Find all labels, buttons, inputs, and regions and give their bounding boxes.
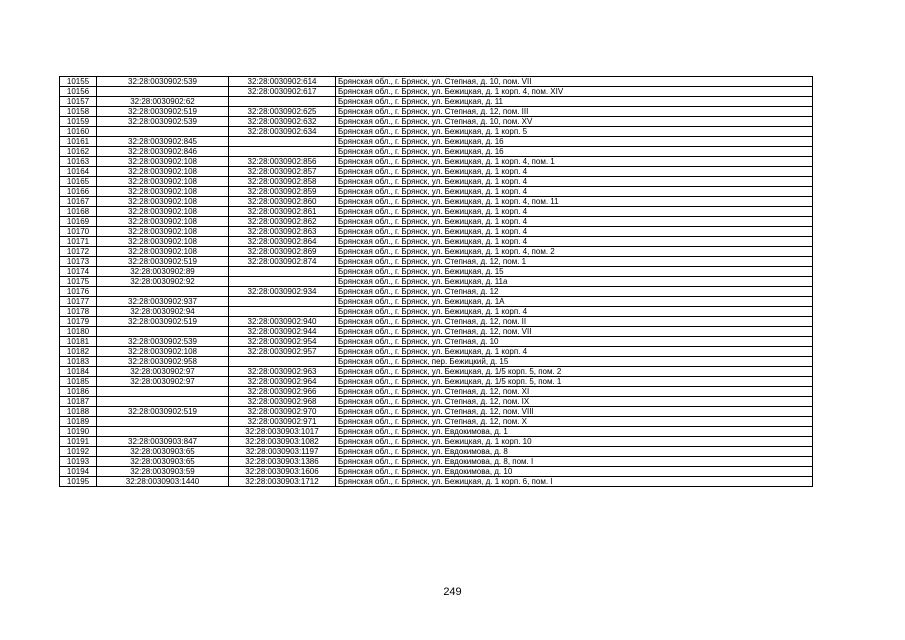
address-cell: Брянская обл., г. Брянск, ул. Степная, д. 10, пом. VII [336,77,813,87]
parcel-cadastral-number-cell [97,287,229,297]
address-cell: Брянская обл., г. Брянск, ул. Бежицкая, д. 16 [336,147,813,157]
object-cadastral-number-cell [229,267,336,277]
parcel-cadastral-number-cell: 32:28:0030902:519 [97,317,229,327]
object-cadastral-number-cell: 32:28:0030902:964 [229,377,336,387]
row-number-cell: 10181 [60,337,97,347]
row-number-cell: 10164 [60,167,97,177]
object-cadastral-number-cell: 32:28:0030902:968 [229,397,336,407]
address-cell: Брянская обл., г. Брянск, ул. Бежицкая, д. 1 корп. 4 [336,227,813,237]
parcel-cadastral-number-cell: 32:28:0030902:539 [97,337,229,347]
object-cadastral-number-cell: 32:28:0030903:1197 [229,447,336,457]
parcel-cadastral-number-cell: 32:28:0030902:97 [97,377,229,387]
address-cell: Брянская обл., г. Брянск, ул. Бежицкая, д. 1 корп. 6, пом. I [336,477,813,487]
address-cell: Брянская обл., г. Брянск, ул. Бежицкая, д. 1 корп. 4 [336,307,813,317]
parcel-cadastral-number-cell: 32:28:0030902:539 [97,117,229,127]
row-number-cell: 10177 [60,297,97,307]
object-cadastral-number-cell: 32:28:0030902:864 [229,237,336,247]
row-number-cell: 10166 [60,187,97,197]
object-cadastral-number-cell: 32:28:0030902:957 [229,347,336,357]
table-row [60,167,813,177]
table-row [60,367,813,377]
object-cadastral-number-cell [229,357,336,367]
object-cadastral-number-cell: 32:28:0030902:863 [229,227,336,237]
row-number-cell: 10179 [60,317,97,327]
address-cell: Брянская обл., г. Брянск, ул. Евдокимова, д. 1 [336,427,813,437]
row-number-cell: 10170 [60,227,97,237]
parcel-cadastral-number-cell: 32:28:0030902:539 [97,77,229,87]
object-cadastral-number-cell: 32:28:0030903:1017 [229,427,336,437]
row-number-cell: 10158 [60,107,97,117]
row-number-cell: 10160 [60,127,97,137]
object-cadastral-number-cell: 32:28:0030902:874 [229,257,336,267]
table-row [60,107,813,117]
object-cadastral-number-cell: 32:28:0030902:617 [229,87,336,97]
table-row [60,87,813,97]
parcel-cadastral-number-cell: 32:28:0030902:108 [97,177,229,187]
parcel-cadastral-number-cell [97,427,229,437]
row-number-cell: 10192 [60,447,97,457]
row-number-cell: 10185 [60,377,97,387]
object-cadastral-number-cell [229,147,336,157]
parcel-cadastral-number-cell: 32:28:0030902:108 [97,347,229,357]
parcel-cadastral-number-cell: 32:28:0030902:519 [97,107,229,117]
row-number-cell: 10184 [60,367,97,377]
address-cell: Брянская обл., г. Брянск, ул. Бежицкая, д. 1 корп. 4 [336,207,813,217]
parcel-cadastral-number-cell: 32:28:0030902:108 [97,237,229,247]
table-row [60,457,813,467]
table-row [60,177,813,187]
object-cadastral-number-cell: 32:28:0030902:954 [229,337,336,347]
table-row [60,337,813,347]
parcel-cadastral-number-cell [97,87,229,97]
parcel-cadastral-number-cell: 32:28:0030902:108 [97,217,229,227]
parcel-cadastral-number-cell: 32:28:0030902:519 [97,257,229,267]
parcel-cadastral-number-cell: 32:28:0030902:108 [97,157,229,167]
address-cell: Брянская обл., г. Брянск, ул. Степная, д. 10, пом. XV [336,117,813,127]
row-number-cell: 10188 [60,407,97,417]
table-row [60,447,813,457]
parcel-cadastral-number-cell [97,397,229,407]
address-cell: Брянская обл., г. Брянск, ул. Бежицкая, д. 1 корп. 4 [336,347,813,357]
parcel-cadastral-number-cell: 32:28:0030902:108 [97,207,229,217]
parcel-cadastral-number-cell [97,387,229,397]
address-cell: Брянская обл., г. Брянск, ул. Бежицкая, д. 1 корп. 4, пом. 1 [336,157,813,167]
parcel-cadastral-number-cell: 32:28:0030903:65 [97,457,229,467]
address-cell: Брянская обл., г. Брянск, ул. Бежицкая, д. 1 корп. 5 [336,127,813,137]
address-cell: Брянская обл., г. Брянск, ул. Степная, д. 12 [336,287,813,297]
table-row [60,117,813,127]
row-number-cell: 10157 [60,97,97,107]
parcel-cadastral-number-cell: 32:28:0030902:846 [97,147,229,157]
parcel-cadastral-number-cell [97,327,229,337]
row-number-cell: 10189 [60,417,97,427]
address-cell: Брянская обл., г. Брянск, ул. Бежицкая, д. 1 корп. 4, пом. 2 [336,247,813,257]
row-number-cell: 10162 [60,147,97,157]
address-cell: Брянская обл., г. Брянск, ул. Степная, д. 12, пом. II [336,317,813,327]
object-cadastral-number-cell: 32:28:0030902:856 [229,157,336,167]
object-cadastral-number-cell: 32:28:0030903:1082 [229,437,336,447]
address-cell: Брянская обл., г. Брянск, пер. Бежицкий, д. 15 [336,357,813,367]
table-row [60,327,813,337]
address-cell: Брянская обл., г. Брянск, ул. Евдокимова, д. 8 [336,447,813,457]
table-row [60,97,813,107]
address-cell: Брянская обл., г. Брянск, ул. Бежицкая, д. 1 корп. 4, пом. XIV [336,87,813,97]
row-number-cell: 10176 [60,287,97,297]
object-cadastral-number-cell: 32:28:0030902:625 [229,107,336,117]
parcel-cadastral-number-cell: 32:28:0030902:845 [97,137,229,147]
parcel-cadastral-number-cell: 32:28:0030902:97 [97,367,229,377]
table-row [60,237,813,247]
address-cell: Брянская обл., г. Брянск, ул. Степная, д. 12, пом. VIII [336,407,813,417]
table-row [60,357,813,367]
object-cadastral-number-cell: 32:28:0030902:970 [229,407,336,417]
table-row [60,477,813,487]
address-cell: Брянская обл., г. Брянск, ул. Бежицкая, д. 16 [336,137,813,147]
row-number-cell: 10163 [60,157,97,167]
parcel-cadastral-number-cell: 32:28:0030903:59 [97,467,229,477]
parcel-cadastral-number-cell: 32:28:0030902:94 [97,307,229,317]
row-number-cell: 10159 [60,117,97,127]
parcel-cadastral-number-cell: 32:28:0030902:62 [97,97,229,107]
row-number-cell: 10186 [60,387,97,397]
cadastral-table [59,76,813,487]
row-number-cell: 10155 [60,77,97,87]
table-row [60,377,813,387]
address-cell: Брянская обл., г. Брянск, ул. Бежицкая, д. 1 корп. 4 [336,177,813,187]
row-number-cell: 10156 [60,87,97,97]
object-cadastral-number-cell: 32:28:0030902:966 [229,387,336,397]
table-row [60,247,813,257]
row-number-cell: 10169 [60,217,97,227]
address-cell: Брянская обл., г. Брянск, ул. Бежицкая, д. 1 корп. 4 [336,187,813,197]
table-row [60,387,813,397]
object-cadastral-number-cell [229,277,336,287]
address-cell: Брянская обл., г. Брянск, ул. Бежицкая, д. 1/5 корп. 5, пом. 2 [336,367,813,377]
table-row [60,407,813,417]
table-row [60,267,813,277]
table-row [60,147,813,157]
row-number-cell: 10171 [60,237,97,247]
object-cadastral-number-cell: 32:28:0030902:859 [229,187,336,197]
row-number-cell: 10180 [60,327,97,337]
object-cadastral-number-cell: 32:28:0030903:1386 [229,457,336,467]
object-cadastral-number-cell: 32:28:0030902:634 [229,127,336,137]
row-number-cell: 10174 [60,267,97,277]
address-cell: Брянская обл., г. Брянск, ул. Бежицкая, д. 15 [336,267,813,277]
table-row [60,77,813,87]
table-row [60,217,813,227]
address-cell: Брянская обл., г. Брянск, ул. Бежицкая, д. 11 [336,97,813,107]
object-cadastral-number-cell: 32:28:0030902:632 [229,117,336,127]
address-cell: Брянская обл., г. Брянск, ул. Евдокимова, д. 10 [336,467,813,477]
object-cadastral-number-cell: 32:28:0030902:940 [229,317,336,327]
parcel-cadastral-number-cell: 32:28:0030902:519 [97,407,229,417]
parcel-cadastral-number-cell: 32:28:0030902:89 [97,267,229,277]
parcel-cadastral-number-cell: 32:28:0030902:108 [97,187,229,197]
row-number-cell: 10161 [60,137,97,147]
object-cadastral-number-cell: 32:28:0030903:1712 [229,477,336,487]
table-row [60,417,813,427]
object-cadastral-number-cell: 32:28:0030902:614 [229,77,336,87]
object-cadastral-number-cell: 32:28:0030902:858 [229,177,336,187]
table-row [60,427,813,437]
table-row [60,467,813,477]
object-cadastral-number-cell: 32:28:0030902:934 [229,287,336,297]
page-number: 249 [443,586,462,598]
object-cadastral-number-cell: 32:28:0030902:862 [229,217,336,227]
table-body [60,77,813,487]
row-number-cell: 10187 [60,397,97,407]
row-number-cell: 10190 [60,427,97,437]
row-number-cell: 10175 [60,277,97,287]
table-row [60,277,813,287]
parcel-cadastral-number-cell: 32:28:0030902:108 [97,197,229,207]
row-number-cell: 10168 [60,207,97,217]
row-number-cell: 10193 [60,457,97,467]
address-cell: Брянская обл., г. Брянск, ул. Бежицкая, д. 1А [336,297,813,307]
object-cadastral-number-cell: 32:28:0030902:963 [229,367,336,377]
parcel-cadastral-number-cell: 32:28:0030903:1440 [97,477,229,487]
table-row [60,347,813,357]
address-cell: Брянская обл., г. Брянск, ул. Бежицкая, д. 1/5 корп. 5, пом. 1 [336,377,813,387]
object-cadastral-number-cell: 32:28:0030902:971 [229,417,336,427]
row-number-cell: 10178 [60,307,97,317]
row-number-cell: 10194 [60,467,97,477]
row-number-cell: 10183 [60,357,97,367]
row-number-cell: 10167 [60,197,97,207]
object-cadastral-number-cell [229,297,336,307]
address-cell: Брянская обл., г. Брянск, ул. Степная, д. 12, пом. III [336,107,813,117]
address-cell: Брянская обл., г. Брянск, ул. Степная, д. 10 [336,337,813,347]
parcel-cadastral-number-cell: 32:28:0030902:92 [97,277,229,287]
row-number-cell: 10182 [60,347,97,357]
object-cadastral-number-cell: 32:28:0030902:861 [229,207,336,217]
table-row [60,317,813,327]
object-cadastral-number-cell: 32:28:0030902:944 [229,327,336,337]
row-number-cell: 10195 [60,477,97,487]
table-row [60,227,813,237]
address-cell: Брянская обл., г. Брянск, ул. Степная, д. 12, пом. IX [336,397,813,407]
object-cadastral-number-cell: 32:28:0030903:1606 [229,467,336,477]
parcel-cadastral-number-cell: 32:28:0030902:108 [97,167,229,177]
address-cell: Брянская обл., г. Брянск, ул. Степная, д. 12, пом. VII [336,327,813,337]
address-cell: Брянская обл., г. Брянск, ул. Степная, д. 12, пом. XI [336,387,813,397]
address-cell: Брянская обл., г. Брянск, ул. Степная, д. 12, пом. 1 [336,257,813,267]
table-row [60,187,813,197]
address-cell: Брянская обл., г. Брянск, ул. Евдокимова, д. 8, пом. I [336,457,813,467]
table-row [60,287,813,297]
table-row [60,127,813,137]
address-cell: Брянская обл., г. Брянск, ул. Бежицкая, д. 1 корп. 10 [336,437,813,447]
row-number-cell: 10165 [60,177,97,187]
parcel-cadastral-number-cell: 32:28:0030902:958 [97,357,229,367]
address-cell: Брянская обл., г. Брянск, ул. Бежицкая, д. 1 корп. 4 [336,237,813,247]
table-row [60,297,813,307]
address-cell: Брянская обл., г. Брянск, ул. Бежицкая, д. 1 корп. 4 [336,217,813,227]
row-number-cell: 10172 [60,247,97,257]
object-cadastral-number-cell: 32:28:0030902:860 [229,197,336,207]
object-cadastral-number-cell [229,97,336,107]
parcel-cadastral-number-cell [97,127,229,137]
table-row [60,197,813,207]
address-cell: Брянская обл., г. Брянск, ул. Бежицкая, д. 1 корп. 4 [336,167,813,177]
parcel-cadastral-number-cell [97,417,229,427]
table-row [60,137,813,147]
parcel-cadastral-number-cell: 32:28:0030902:108 [97,247,229,257]
table-row [60,397,813,407]
address-cell: Брянская обл., г. Брянск, ул. Бежицкая, д. 1 корп. 4, пом. 11 [336,197,813,207]
row-number-cell: 10191 [60,437,97,447]
table-row [60,307,813,317]
parcel-cadastral-number-cell: 32:28:0030902:937 [97,297,229,307]
table-row [60,437,813,447]
parcel-cadastral-number-cell: 32:28:0030903:847 [97,437,229,447]
parcel-cadastral-number-cell: 32:28:0030903:65 [97,447,229,457]
parcel-cadastral-number-cell: 32:28:0030902:108 [97,227,229,237]
table-row [60,207,813,217]
table-row [60,157,813,167]
row-number-cell: 10173 [60,257,97,267]
table-row [60,257,813,267]
object-cadastral-number-cell [229,307,336,317]
address-cell: Брянская обл., г. Брянск, ул. Бежицкая, д. 11а [336,277,813,287]
object-cadastral-number-cell: 32:28:0030902:869 [229,247,336,257]
object-cadastral-number-cell [229,137,336,147]
object-cadastral-number-cell: 32:28:0030902:857 [229,167,336,177]
address-cell: Брянская обл., г. Брянск, ул. Степная, д. 12, пом. X [336,417,813,427]
